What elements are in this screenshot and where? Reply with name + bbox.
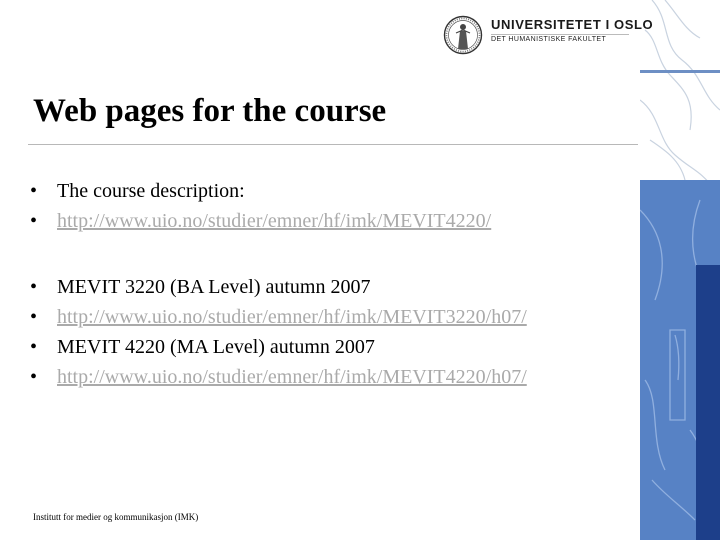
university-seal-icon (443, 15, 483, 55)
mevit3220-link[interactable]: http://www.uio.no/studier/emner/hf/imk/MEVIT3220/h07/ (57, 306, 527, 328)
bullet-list-course-description (30, 176, 491, 236)
university-name: UNIVERSITETET I OSLO (491, 17, 654, 32)
bullet-text: MEVIT 3220 (BA Level) autumn 2007 (57, 276, 371, 298)
slide-title: Web pages for the course (33, 93, 387, 129)
footer-institute: Institutt for medier og kommunikasjon (IMK) (33, 512, 199, 522)
bullet-marker: • (30, 276, 38, 298)
bullet-text: MEVIT 4220 (MA Level) autumn 2007 (57, 336, 375, 358)
faculty-name: DET HUMANISTISKE FAKULTET (491, 36, 607, 43)
bullet-marker: • (30, 210, 38, 232)
decorative-side-artwork (640, 0, 720, 540)
list-item (30, 272, 527, 302)
bullet-list-course-pages (30, 272, 527, 392)
list-item (30, 176, 491, 206)
bullet-text: The course description: (57, 180, 245, 202)
list-item (30, 332, 527, 362)
logo-divider (491, 34, 629, 35)
bullet-marker: • (30, 366, 38, 388)
list-item[interactable] (30, 362, 527, 392)
course-description-link[interactable]: http://www.uio.no/studier/emner/hf/imk/MEVIT4220/ (57, 210, 492, 232)
bullet-marker: • (30, 336, 38, 358)
list-item[interactable] (30, 206, 491, 236)
bullet-marker: • (30, 306, 38, 328)
bullet-marker: • (30, 180, 38, 202)
mevit4220-link[interactable]: http://www.uio.no/studier/emner/hf/imk/MEVIT4220/h07/ (57, 366, 527, 388)
university-logo (443, 14, 654, 56)
list-item[interactable] (30, 302, 527, 332)
title-divider (28, 144, 638, 145)
